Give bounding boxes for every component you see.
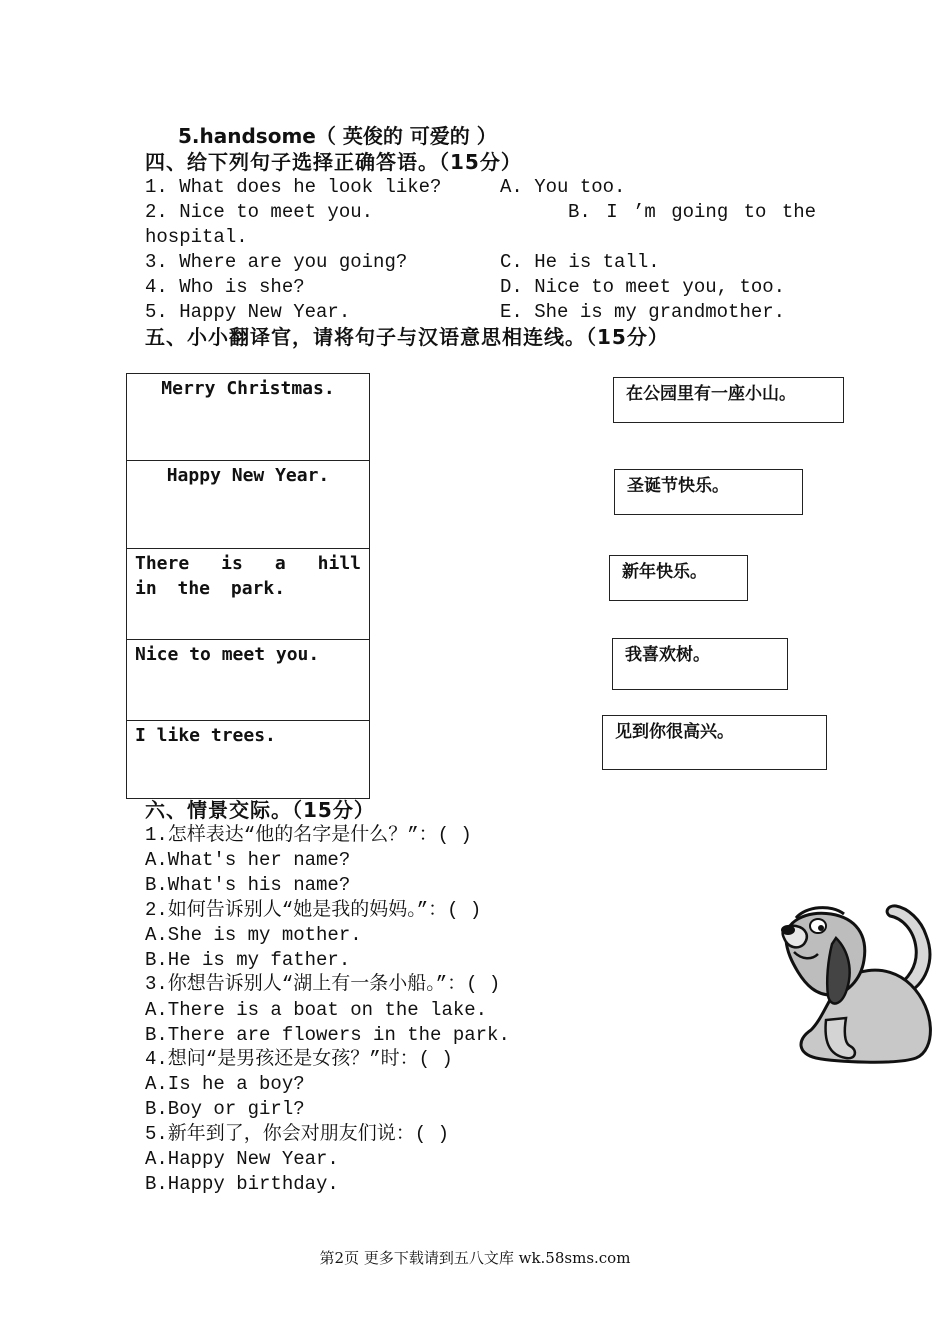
section6-option: B.What's his name? [145,874,351,896]
section6-question: 5.新年到了，你会对朋友们说：( ) [145,1123,450,1145]
section6-question: 4.想问“是男孩还是女孩？”时：( ) [145,1048,453,1070]
section6-option: A.Happy New Year. [145,1148,339,1170]
section6-option: B.Boy or girl? [145,1098,305,1120]
section6-option: B.He is my father. [145,949,351,971]
section4-a3: C. He is tall. [500,251,660,273]
chinese-meaning-box[interactable]: 圣诞节快乐。 [614,469,803,515]
section4-q5: 5. Happy New Year. [145,301,351,323]
english-sentence-table [126,373,370,799]
chinese-meaning-box[interactable]: 见到你很高兴。 [602,715,827,770]
english-sentence-cell[interactable]: Happy New Year. [127,461,369,549]
english-sentence-cell[interactable]: I like trees. [135,725,276,746]
section4-a2-cont: hospital. [145,226,248,248]
english-sentence-cell[interactable]: There is a hill in the park. [127,549,369,640]
section4-a4: D. Nice to meet you, too. [500,276,786,298]
english-sentence-cell[interactable]: Nice to meet you. [127,640,369,721]
section5-title: 五、小小翻译官，请将句子与汉语意思相连线。（15分） [145,325,669,349]
section4-title: 四、给下列句子选择正确答语。（15分） [145,150,522,174]
section4-q4: 4. Who is she? [145,276,305,298]
section4-q1: 1. What does he look like? [145,176,442,198]
section6-option: A.There is a boat on the lake. [145,999,488,1021]
chinese-meaning-box[interactable]: 在公园里有一座小山。 [613,377,844,423]
section6-title: 六、情景交际。（15分） [145,798,375,822]
english-sentence-cell[interactable]: Merry Christmas. [127,374,369,461]
section6-option: A.What's her name? [145,849,351,871]
section6-question: 1.怎样表达“他的名字是什么？”：( ) [145,824,472,846]
cartoon-dog-icon [776,900,946,1065]
section6-option: A.Is he a boy? [145,1073,305,1095]
section4-a5: E. She is my grandmother. [500,301,786,323]
section6-question: 3.你想告诉别人“湖上有一条小船。”：( ) [145,973,501,995]
section4-a2: B. I ’m going to the [568,201,817,223]
section6-option: B.There are flowers in the park. [145,1024,510,1046]
section6-option: A.She is my mother. [145,924,362,946]
section6-question: 2.如何告诉别人“她是我的妈妈。”：( ) [145,899,482,921]
chinese-meaning-box[interactable]: 我喜欢树。 [612,638,788,690]
section4-a1: A. You too. [500,176,626,198]
section4-q2: 2. Nice to meet you. [145,201,374,223]
section6-option: B.Happy birthday. [145,1173,339,1195]
section4-q3: 3. Where are you going? [145,251,408,273]
page-footer: 第2页 更多下载请到五八文库 wk.58sms.com [319,1249,631,1267]
chinese-meaning-box[interactable]: 新年快乐。 [609,555,748,601]
section3-item-5: 5.handsome（ 英俊的 可爱的 ） [178,124,497,148]
